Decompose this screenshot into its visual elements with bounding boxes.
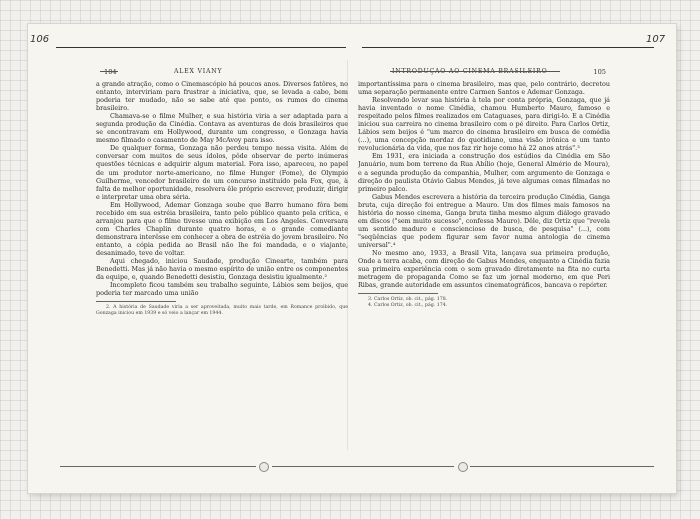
- right-footnote-rule: [358, 293, 438, 294]
- right-running-title: INTRODUÇÃO AO CINEMA BRASILEIRO: [392, 68, 548, 75]
- paragraph: Chamava-se o filme Mulher, e sua história viria a ser adaptada para a segunda produção da Cinédia. Contava as aventuras de dois brasileiros que se encontravam em Hollywood, durante um congresso, e Gonzaga havia mesmo filmado o casamento de May McAvoy para isso.: [96, 112, 348, 145]
- paragraph: Aqui chegado, iniciou Saudade, produção Cinearte, também para Benedetti. Mas já não havia o mesmo espírito de união entre os componentes da equipe, e, quando Benedetti desistiu, Gonzaga desistiu igualmente.²: [96, 257, 348, 282]
- left-head-rule: [100, 71, 118, 72]
- left-page-body: [96, 80, 348, 297]
- footnote: 3. Carlos Ortiz, ob. cit., pág. 178.: [368, 297, 448, 303]
- paragraph: Resolvendo levar sua história à tela por conta própria, Gonzaga, que já havia inventado o nome Cinédia, chamou Humberto Mauro, famoso e respeitado pelos filmes realizados em Cataguases, para dirigi-lo. E a Cinédia iniciou sua carreira no cinema brasileiro com o pé direito. Para Carlos Ortiz, Lábios sem beijos é "um marco do cinema brasileiro em busca de comédia (...), uma concepção mordaz do quotidiano, uma visão irônica e um tanto revolucionária da vida, que nos faz rir hoje como há 22 anos atrás".³: [358, 96, 610, 153]
- left-footnotes: [96, 305, 348, 317]
- right-page-body: [358, 80, 610, 289]
- paragraph: No mesmo ano, 1933, a Brasil Vita, lançava sua primeira produção, Onde a terra acaba, com direção de Gabus Mendes, enquanto a Cinédia fazia sua primeira experiência com o som gravado diretamente na fita no curta metragem de propaganda Como se faz um jornal moderno, em que Peri Ribas, grande autoridade em assuntos cinematográficos, bancava o repórter.: [358, 248, 610, 290]
- crop-line-right: [362, 47, 654, 48]
- footnote: 4. Carlos Ortiz, ob. cit., pág. 174.: [368, 303, 448, 309]
- right-page: [358, 68, 610, 450]
- right-footnotes: [358, 297, 610, 309]
- paragraph: Em Hollywood, Ademar Gonzaga soube que Barro humano fôra bem recebido em sua estréia brasileira, tanto pelo público quanto pela crítica, e arranjou para que o filme tivesse uma exibição em Los Angeles. Conversara com Charles Chaplin durante quatro horas, e o grande comediante demonstrara interêsse em conhecer a obra de estréia do jovem brasileiro. No entanto, a cópia pedida ao Brasil não lhe foi mandada, e o viajante, desanimado, teve de voltar.: [96, 200, 348, 257]
- bottom-line-right: [470, 466, 654, 467]
- paragraph: De qualquer forma, Gonzaga não perdeu tempo nessa visita. Além de conversar com muitos de seus ídolos, pôde observar de perto inúmeras questões técnicas e adquirir algum material. Fora isso, apareceu, no papel de um produtor norte-americano, no filme Hunger (Fome), de Olympio Guilherme, vencedor brasileiro de um concurso instituído pela Fox, que, à falta de melhor oportunidade, resolvera êle próprio escrever, produzir, dirigir e interpretar uma obra séria.: [96, 144, 348, 201]
- right-page-number: 105: [593, 68, 606, 76]
- paragraph: Em 1931, era iniciada a construção dos estúdios da Cinédia em São Januário, num bom terreno da Rua Abílio (hoje, General Almério de Moura), e a segunda produção da companhia, Mulher, com argumento de Gonzaga e direção do paulista Otávio Gabus Mendes, já teve algumas cenas filmadas no primeiro palco.: [358, 152, 610, 193]
- bottom-line-middle: [272, 466, 454, 467]
- footnote: 2. A história de Saudade viria a ser aproveitada, muito mais tarde, em Romance proibido, que Gonzaga iniciou em 1939 e só veio a lançar em 1944.: [96, 305, 348, 317]
- left-page: [96, 68, 348, 450]
- punch-hole-right: [458, 462, 468, 472]
- crop-line-left: [56, 47, 346, 48]
- left-running-title: ALEX VIANY: [174, 68, 223, 75]
- bottom-line-left: [60, 466, 256, 467]
- punch-hole-left: [259, 462, 269, 472]
- right-running-head: [358, 68, 610, 80]
- paragraph: Incompleto ficou também seu trabalho seguinte, Lábios sem beijos, que poderia ter marcado uma união: [96, 281, 348, 298]
- right-head-rule: [390, 71, 560, 72]
- paragraph: importantíssima para o cinema brasileiro, mas que, pelo contrário, decretou uma separação permanente entre Carmen Santos e Ademar Gonzaga.: [358, 80, 610, 97]
- left-page-number: 104: [104, 68, 117, 76]
- margin-note-left: 106: [30, 34, 50, 45]
- left-footnote-rule: [96, 301, 176, 302]
- left-running-head: [96, 68, 348, 80]
- paragraph: Gabus Mendes escrevera a história da terceira produção Cinédia, Ganga bruta, cuja direção foi entregue a Mauro. Um dos filmes mais famosos na história do nosso cinema, Ganga bruta tinha mesmo algum diálogo gravado em discos ("sem muito sucesso", confessa Mauro). Dêle, diz Ortiz que "revela um sentido maduro e consciencioso de busca, de pesquisa" (...), com "seqüências que podem figurar sem favor numa antologia de cinema universal".⁴: [358, 192, 610, 249]
- paragraph: a grande atração, como o Cinemascópio há poucos anos. Diversos fatôres, no entanto, interviriam para frustrar a iniciativa, que, se levada a cabo, bem poderia ter mudado, não se sabe até que ponto, os rumos do cinema brasileiro.: [96, 80, 348, 113]
- margin-note-right: 107: [646, 34, 666, 45]
